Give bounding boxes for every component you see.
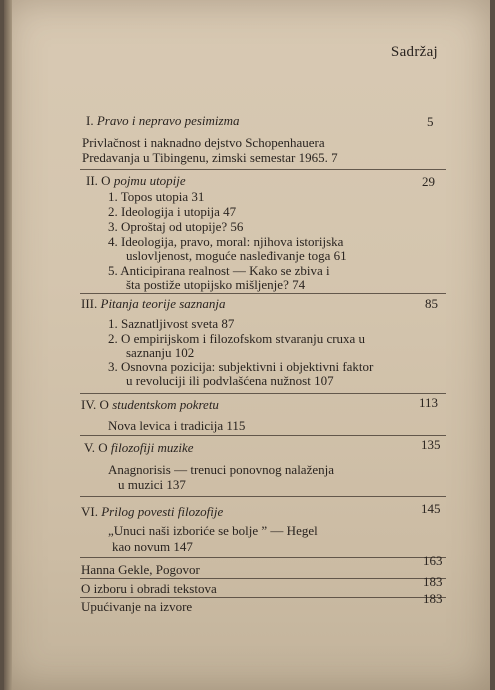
section-1-page: 5 [427,114,434,129]
section-6-item: „Unuci naši izboriće se bolje ” — Hegel [108,523,318,538]
sources-page: 183 [423,591,443,606]
section-3-item: saznanju 102 [126,345,195,360]
section-1-item: Privlačnost i naknadno dejstvo Schopenhauera [82,135,325,150]
section-2-item: 2. Ideologija i utopija 47 [108,204,237,219]
divider [80,293,446,294]
section-5-heading: V. O filozofiji muzike [84,440,194,455]
section-3-item: 1. Saznatljivost sveta 87 [108,316,235,331]
section-2-heading: II. O pojmu utopije [86,173,186,188]
page-title: Sadržaj [390,44,438,60]
section-6-heading: VI. Prilog povesti filozofije [81,504,224,519]
section-3-page: 85 [425,296,438,311]
book-page [4,0,490,690]
selection-entry: O izboru i obradi tekstova [81,581,217,596]
section-5-page: 135 [421,437,441,452]
section-2-item: 4. Ideologija, pravo, moral: njihova istorijska [108,234,344,249]
section-3-item: u revoluciji ili podvlašćena nužnost 107 [126,373,334,388]
section-3-item: 2. O empirijskom i filozofskom stvaranju cruxa u [108,331,366,346]
divider [80,393,446,394]
section-1-heading: I. Pravo i nepravo pesimizma [86,113,240,128]
divider [80,557,446,558]
divider [80,496,446,497]
divider [80,597,446,598]
section-4-item: Nova levica i tradicija 115 [108,418,246,433]
afterword-entry: Hanna Gekle, Pogovor [81,562,200,577]
section-2-item: šta postiže utopijsko mišljenje? 74 [126,277,306,292]
section-6-item: kao novum 147 [112,539,193,554]
sources-entry: Upućivanje na izvore [81,599,193,614]
divider [80,435,446,436]
section-1-item: Predavanja u Tibingenu, zimski semestar 1965. 7 [82,150,338,165]
section-3-heading: III. Pitanja teorije saznanja [81,296,226,311]
selection-page: 183 [423,574,443,589]
section-2-item: uslovljenost, moguće nasleđivanje toga 61 [126,248,347,263]
section-5-item: Anagnorisis — trenuci ponovnog nalaženja [108,462,334,477]
divider [80,578,446,579]
divider [80,169,446,170]
section-2-item: 5. Anticipirana realnost — Kako se zbiva i [108,263,330,278]
page-edge [4,0,12,690]
afterword-page: 163 [423,553,443,568]
section-6-page: 145 [421,501,441,516]
section-2-item: 1. Topos utopia 31 [108,189,205,204]
section-5-item: u muzici 137 [118,477,186,492]
section-4-page: 113 [419,395,439,410]
section-2-item: 3. Oproštaj od utopije? 56 [108,219,244,234]
section-3-item: 3. Osnovna pozicija: subjektivni i objektivni faktor [108,359,374,374]
section-4-heading: IV. O studentskom pokretu [81,397,219,412]
section-2-page: 29 [422,174,435,189]
